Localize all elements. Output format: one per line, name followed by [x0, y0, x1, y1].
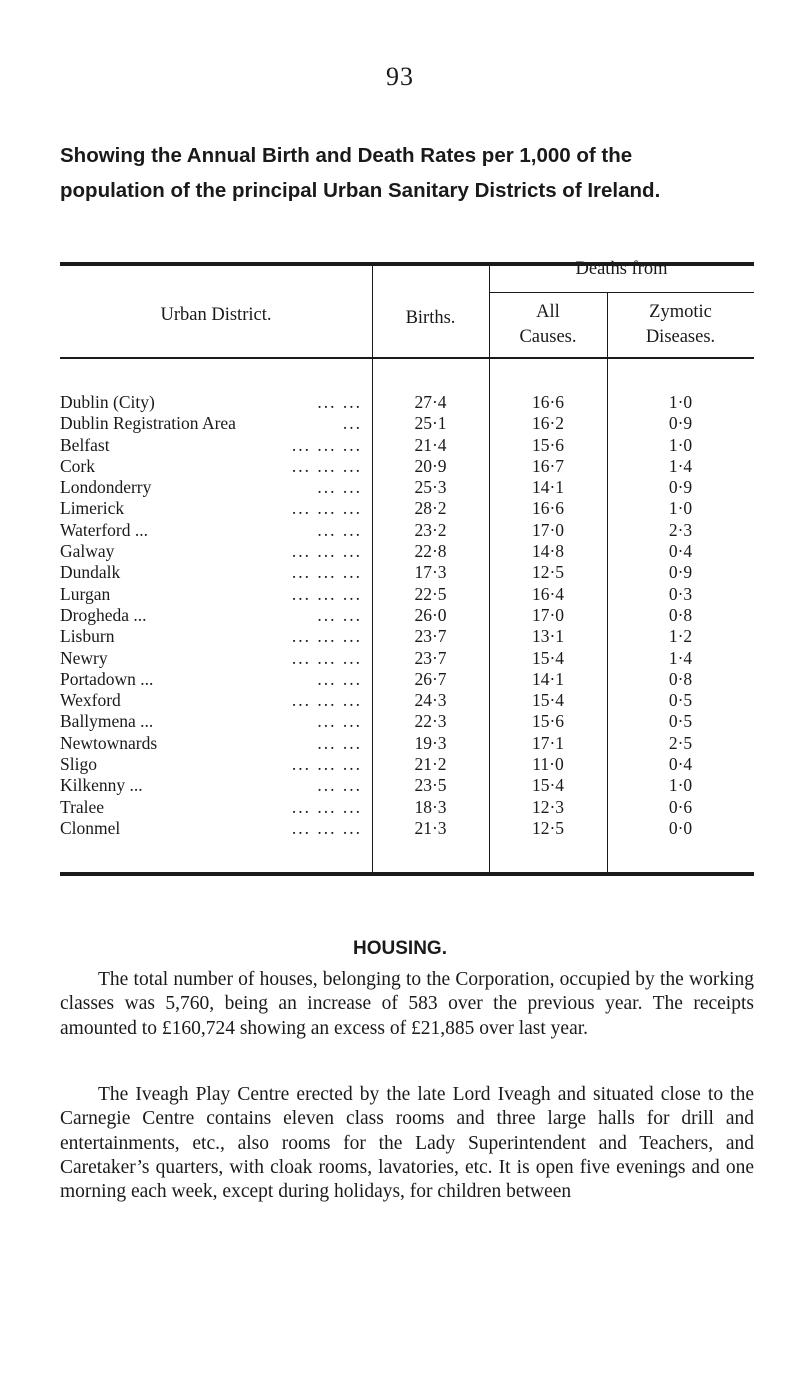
table-row — [0, 733, 800, 754]
leader-dots: ... ... — [317, 604, 362, 625]
table-row — [0, 435, 800, 456]
all-causes-value: 17·0 — [531, 604, 565, 625]
table-row — [0, 413, 800, 434]
all-causes-value: 12·5 — [531, 817, 565, 838]
births-value: 26·7 — [414, 668, 447, 689]
table-row — [0, 584, 800, 605]
table-row — [0, 690, 800, 711]
all-causes-value: 16·2 — [531, 413, 565, 434]
district-name: Ballymena ... — [60, 711, 154, 732]
zymotic-value: 0·3 — [668, 583, 693, 604]
district-name: Cork — [60, 455, 95, 476]
table-row — [0, 562, 800, 583]
district-name: Tralee — [60, 796, 105, 817]
all-causes-value: 17·0 — [531, 519, 565, 540]
births-value: 28·2 — [414, 498, 447, 519]
housing-paragraph-1: The total number of houses, belonging to the Corporation, occupied by the working classes was 5,760, being an increase of 583 over the previous year. The receipts amounted to £160,724 showing an excess of £21,885 over last year. — [60, 969, 754, 1039]
zymotic-value: 1·4 — [668, 647, 693, 668]
table-row — [0, 392, 800, 413]
district-name: Dublin (City) — [60, 392, 155, 412]
leader-dots: ... ... ... — [291, 817, 362, 838]
zymotic-value: 0·5 — [668, 711, 693, 732]
district-name: Newry — [60, 647, 108, 668]
all-causes-value: 12·5 — [531, 562, 565, 583]
all-causes-value: 16·4 — [531, 583, 565, 604]
births-value: 25·3 — [414, 477, 447, 498]
district-name: Waterford ... — [60, 519, 148, 540]
births-value: 21·4 — [414, 434, 447, 455]
all-causes-value: 15·4 — [531, 775, 565, 796]
all-causes-value: 17·1 — [531, 732, 565, 753]
heading-line-1: Showing the Annual Birth and Death Rates per 1,000 of the — [60, 144, 633, 167]
district-name: Kilkenny ... — [60, 775, 143, 796]
page-number: 93 — [386, 62, 414, 91]
table-row — [0, 477, 800, 498]
leader-dots: ... ... ... — [291, 434, 362, 455]
table-row — [0, 775, 800, 796]
leader-dots: ... ... — [317, 711, 362, 732]
header-all-causes — [489, 300, 607, 350]
births-value: 21·3 — [414, 817, 447, 838]
zymotic-value: 0·8 — [668, 668, 693, 689]
district-name: Lurgan — [60, 583, 111, 604]
all-causes-value: 13·1 — [531, 626, 565, 647]
leader-dots: ... ... ... — [291, 796, 362, 817]
header-zymotic-diseases — [607, 300, 754, 350]
leader-dots: ... ... ... — [291, 498, 362, 519]
zymotic-value: 0·8 — [668, 604, 693, 625]
table-body — [0, 392, 800, 839]
table-bottom-rule — [60, 872, 754, 876]
leader-dots: ... ... ... — [291, 690, 362, 711]
district-name: Lisburn — [60, 626, 115, 647]
zymotic-value: 2·5 — [668, 732, 693, 753]
all-causes-value: 14·8 — [531, 541, 565, 562]
district-name: Newtownards — [60, 732, 158, 753]
table-row — [0, 520, 800, 541]
table-row — [0, 818, 800, 839]
district-name: Dublin Registration Area — [60, 413, 236, 434]
housing-paragraph-2: The Iveagh Play Centre erected by the late Lord Iveagh and situated close to the Carnegie Centre contains eleven class rooms and three large halls for drill and entertainments, etc., also rooms for the Lady Superintendent and Teachers, and Caretaker’s quarters, with cloak rooms, lavatories, etc. It is open five evenings and one morning each week, except during holidays, for children between — [60, 1084, 754, 1203]
zymotic-value: 2·3 — [668, 519, 693, 540]
zymotic-value: 0·6 — [668, 796, 693, 817]
births-value: 18·3 — [414, 796, 447, 817]
leader-dots: ... ... ... — [291, 754, 362, 775]
zymotic-value: 0·9 — [668, 562, 693, 583]
all-causes-value: 15·4 — [531, 647, 565, 668]
leader-dots: ... ... ... — [291, 541, 362, 562]
table-header-rule — [60, 357, 754, 359]
zymotic-value: 0·9 — [668, 477, 693, 498]
zymotic-value: 0·4 — [668, 754, 693, 775]
leader-dots: ... ... — [317, 519, 362, 540]
births-value: 22·3 — [414, 711, 447, 732]
all-causes-value: 11·0 — [532, 754, 564, 775]
header-zymotic-line-1: Zymotic — [649, 302, 712, 322]
table-row — [0, 498, 800, 519]
table-row — [0, 754, 800, 775]
district-name: Portadown ... — [60, 668, 154, 689]
births-value: 22·5 — [414, 583, 447, 604]
all-causes-value: 15·6 — [531, 434, 565, 455]
births-value: 21·2 — [414, 754, 447, 775]
zymotic-value: 0·0 — [668, 817, 693, 838]
births-value: 17·3 — [414, 562, 447, 583]
table-row — [0, 797, 800, 818]
zymotic-value: 0·5 — [668, 690, 693, 711]
births-value: 19·3 — [414, 732, 447, 753]
zymotic-value: 0·9 — [668, 413, 693, 434]
all-causes-value: 15·6 — [531, 711, 565, 732]
births-value: 20·9 — [414, 455, 447, 476]
zymotic-value: 1·0 — [668, 498, 693, 519]
all-causes-value: 16·6 — [531, 498, 565, 519]
zymotic-value: 1·0 — [668, 392, 693, 412]
header-deaths-from: Deaths from — [575, 259, 668, 279]
leader-dots: ... ... ... — [291, 626, 362, 647]
all-causes-value: 16·6 — [531, 392, 565, 412]
header-urban-district: Urban District. — [160, 305, 272, 325]
zymotic-value: 1·0 — [668, 434, 693, 455]
births-value: 27·4 — [414, 392, 447, 412]
leader-dots: ... ... — [317, 477, 362, 498]
header-all-causes-line-1: All — [536, 302, 560, 322]
table-row — [0, 711, 800, 732]
all-causes-value: 16·7 — [531, 455, 565, 476]
housing-title: HOUSING. — [353, 938, 447, 959]
table-row — [0, 456, 800, 477]
table-row — [0, 626, 800, 647]
births-value: 24·3 — [414, 690, 447, 711]
leader-dots: ... ... — [317, 775, 362, 796]
district-name: Sligo — [60, 754, 97, 775]
table-row — [0, 669, 800, 690]
all-causes-value: 14·1 — [531, 668, 565, 689]
district-name: Clonmel — [60, 817, 121, 838]
district-name: Limerick — [60, 498, 125, 519]
births-value: 25·1 — [414, 413, 447, 434]
zymotic-value: 1·2 — [668, 626, 693, 647]
header-births: Births. — [405, 308, 456, 328]
births-value: 23·7 — [414, 626, 447, 647]
table-row — [0, 648, 800, 669]
births-value: 23·2 — [414, 519, 447, 540]
district-name: Belfast — [60, 434, 110, 455]
leader-dots: ... ... ... — [291, 562, 362, 583]
table-row — [0, 541, 800, 562]
all-causes-value: 12·3 — [531, 796, 565, 817]
deaths-subheader-rule — [489, 292, 754, 293]
header-all-causes-line-2: Causes. — [519, 327, 577, 347]
leader-dots: ... ... ... — [291, 583, 362, 604]
leader-dots: ... ... ... — [291, 455, 362, 476]
table-heading — [60, 138, 760, 208]
zymotic-value: 0·4 — [668, 541, 693, 562]
district-name: Wexford — [60, 690, 121, 711]
births-value: 23·5 — [414, 775, 447, 796]
births-value: 26·0 — [414, 604, 447, 625]
leader-dots: ... ... — [317, 732, 362, 753]
leader-dots: ... ... — [317, 668, 362, 689]
leader-dots: ... ... — [317, 392, 362, 412]
zymotic-value: 1·4 — [668, 455, 693, 476]
leader-dots: ... — [342, 413, 362, 434]
births-value: 22·8 — [414, 541, 447, 562]
district-name: Londonderry — [60, 477, 152, 498]
zymotic-value: 1·0 — [668, 775, 693, 796]
district-name: Dundalk — [60, 562, 121, 583]
all-causes-value: 14·1 — [531, 477, 565, 498]
heading-line-2: population of the principal Urban Sanitary Districts of Ireland. — [60, 179, 661, 202]
header-zymotic-line-2: Diseases. — [645, 327, 716, 347]
all-causes-value: 15·4 — [531, 690, 565, 711]
births-value: 23·7 — [414, 647, 447, 668]
leader-dots: ... ... ... — [291, 647, 362, 668]
district-name: Drogheda ... — [60, 604, 147, 625]
district-name: Galway — [60, 541, 115, 562]
table-row — [0, 605, 800, 626]
